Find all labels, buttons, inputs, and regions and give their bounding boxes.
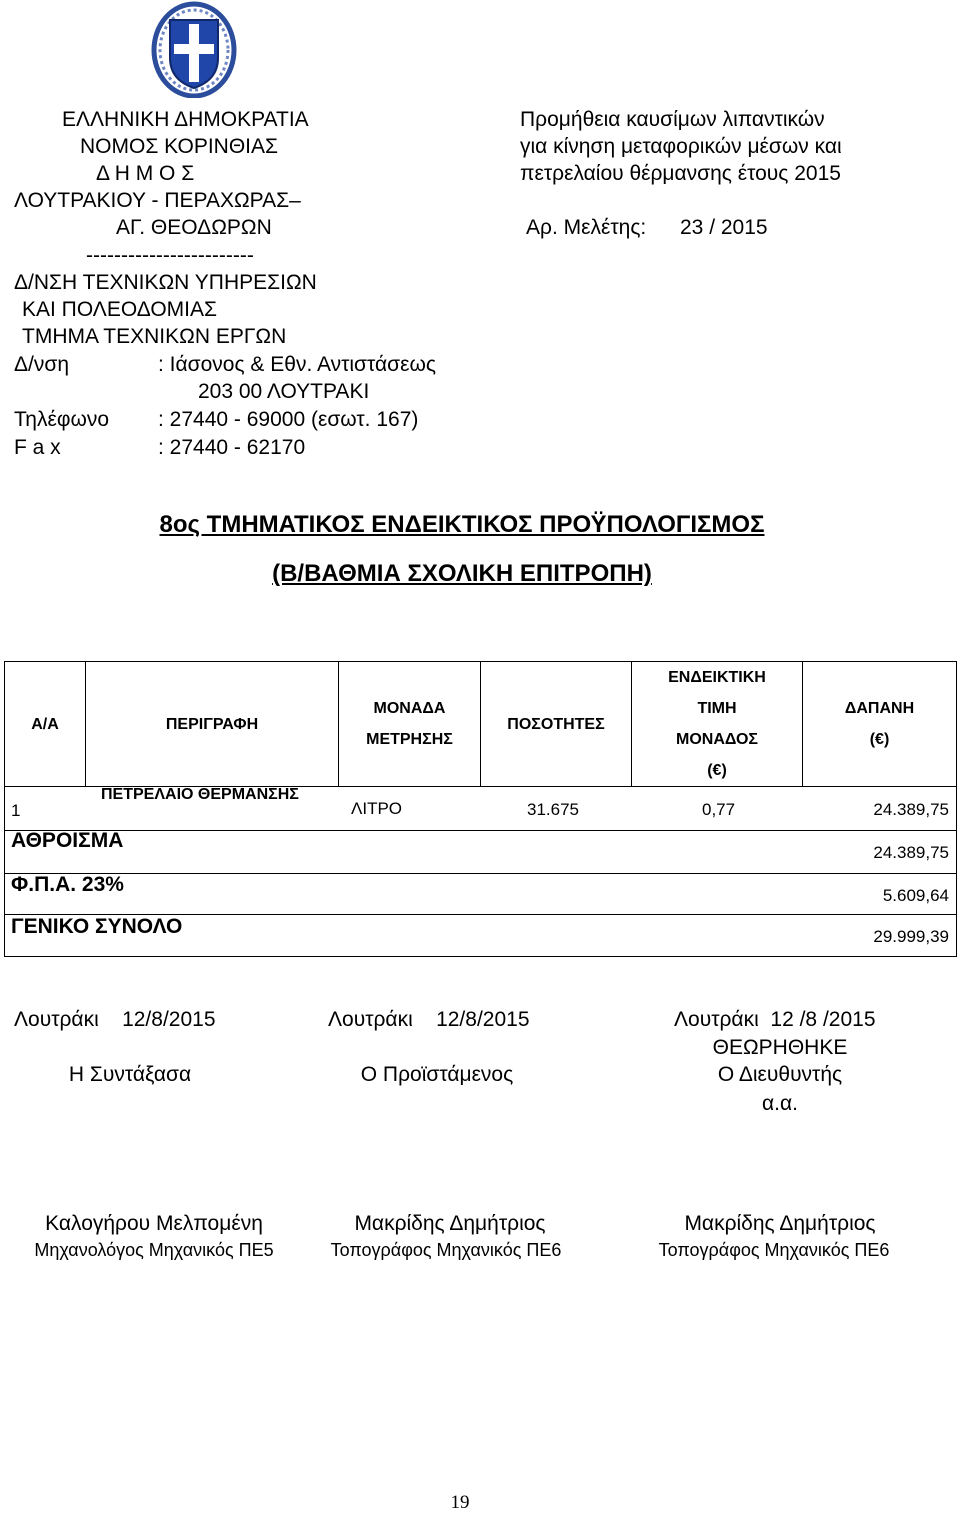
study-number-value: 23 / 2015 — [680, 216, 768, 239]
project-title-line-1: Προμήθεια καυσίμων λιπαντικών — [520, 108, 825, 131]
municipality-name: ΛΟΥΤΡΑΚΙΟΥ - ΠΕΡΑΧΩΡΑΣ– — [14, 189, 301, 212]
row-description: ΠΕΤΡΕΛΑΙΟ ΘΕΡΜΑΝΣΗΣ — [101, 786, 299, 803]
header-quantity — [481, 662, 632, 787]
department-line-3: ΤΜΗΜΑ ΤΕΧΝΙΚΩΝ ΕΡΓΩΝ — [22, 325, 287, 348]
signature-date-3: Λουτράκι 12 /8 /2015 — [674, 1008, 876, 1031]
prefecture-name: ΝΟΜΟΣ ΚΟΡΙΝΘΙΑΣ — [80, 135, 279, 158]
header-cost-line-2: (€) — [869, 731, 890, 748]
signer-name-2: Μακρίδης Δημήτριος — [354, 1212, 546, 1235]
approved-stamp-text: ΘΕΩΡΗΘΗΚΕ — [712, 1036, 848, 1059]
header-aa-label: Α/Α — [31, 715, 59, 733]
page-number: 19 — [450, 1492, 470, 1513]
fax-value: : 27440 - 62170 — [158, 436, 306, 459]
row-quantity: 31.675 — [527, 800, 579, 819]
budget-table — [4, 661, 957, 957]
address-value: : Ιάσονος & Εθν. Αντιστάσεως — [158, 353, 436, 376]
municipality-label: Δ Η Μ Ο Σ — [96, 162, 195, 185]
address-label: Δ/νση — [14, 353, 70, 376]
header-price-line-3: ΜΟΝΑΔΟΣ — [676, 731, 758, 748]
signature-aa-3: α.α. — [762, 1092, 798, 1115]
sum-label: ΑΘΡΟΙΣΜΑ — [11, 829, 124, 852]
project-title-line-2: για κίνηση μεταφορικών μέσων και — [520, 135, 842, 158]
total-row — [5, 915, 957, 957]
signature-date-2: Λουτράκι 12/8/2015 — [328, 1008, 530, 1031]
total-value: 29.999,39 — [873, 927, 949, 946]
signature-role-3: Ο Διευθυντής — [717, 1063, 843, 1086]
signature-role-2: Ο Προϊστάμενος — [360, 1063, 514, 1086]
address-line-2: 203 00 ΛΟΥΤΡΑΚΙ — [198, 380, 370, 403]
vat-row — [5, 874, 957, 915]
header-description-label: ΠΕΡΙΓΡΑΦΗ — [165, 715, 259, 733]
project-title-line-3: πετρελαίου θέρμανσης έτους 2015 — [520, 162, 841, 185]
signer-title-2: Τοπογράφος Μηχανικός ΠΕ6 — [330, 1240, 562, 1260]
separator-dashes: ------------------------ — [86, 244, 254, 267]
sum-value: 24.389,75 — [873, 843, 949, 862]
header-cost-line-1: ΔΑΠΑΝΗ — [844, 700, 915, 717]
header-unit-line-2: ΜΕΤΡΗΣΗΣ — [366, 731, 453, 748]
vat-label: Φ.Π.Α. 23% — [11, 873, 124, 896]
header-unit — [339, 662, 481, 787]
header-price-line-4: (€) — [707, 762, 727, 779]
signer-name-3: Μακρίδης Δημήτριος — [684, 1212, 876, 1235]
header-cost — [803, 662, 957, 787]
greek-coat-of-arms-icon — [148, 0, 240, 98]
study-number-label: Αρ. Μελέτης: — [526, 216, 647, 239]
table-header-row — [5, 662, 957, 787]
fax-label: F a x — [14, 436, 61, 459]
signer-title-1: Μηχανολόγος Μηχανικός ΠΕ5 — [34, 1240, 274, 1260]
table-row — [5, 787, 957, 831]
header-unit-price — [632, 662, 803, 787]
row-cost: 24.389,75 — [873, 800, 949, 819]
phone-value: : 27440 - 69000 (εσωτ. 167) — [158, 408, 419, 431]
country-name: ΕΛΛΗΝΙΚΗ ΔΗΜΟΚΡΑΤΙΑ — [62, 108, 309, 131]
row-unit: ΛΙΤΡΟ — [351, 799, 403, 818]
header-price-line-1: ΕΝΔΕΙΚΤΙΚΗ — [668, 669, 766, 686]
department-line-2: ΚΑΙ ΠΟΛΕΟΔΟΜΙΑΣ — [22, 298, 217, 321]
vat-value: 5.609,64 — [882, 886, 949, 905]
page-subtitle: (Β/ΒΑΘΜΙΑ ΣΧΟΛΙΚΗ ΕΠΙΤΡΟΠΗ) — [272, 560, 652, 587]
header-price-line-2: ΤΙΜΗ — [697, 700, 737, 717]
signer-name-1: Καλογήρου Μελπομένη — [45, 1212, 263, 1235]
header-description — [86, 662, 339, 787]
header-unit-line-1: ΜΟΝΑΔΑ — [373, 700, 446, 717]
header-aa — [5, 662, 86, 787]
row-aa: 1 — [11, 801, 21, 820]
signature-date-1: Λουτράκι 12/8/2015 — [14, 1008, 216, 1031]
header-quantity-label: ΠΟΣΟΤΗΤΕΣ — [507, 715, 605, 733]
row-unit-price: 0,77 — [702, 800, 736, 819]
page-title: 8ος ΤΜΗΜΑΤΙΚΟΣ ΕΝΔΕΙΚΤΙΚΟΣ ΠΡΟΫΠΟΛΟΓΙΣΜΟΣ — [159, 511, 765, 538]
department-line-1: Δ/ΝΣΗ ΤΕΧΝΙΚΩΝ ΥΠΗΡΕΣΙΩΝ — [14, 271, 317, 294]
signature-role-1: Η Συντάξασα — [68, 1063, 192, 1086]
municipality-name-2: ΑΓ. ΘΕΟΔΩΡΩΝ — [116, 216, 272, 239]
phone-label: Τηλέφωνο — [14, 408, 110, 431]
signer-title-3: Τοπογράφος Μηχανικός ΠΕ6 — [658, 1240, 890, 1260]
total-label: ΓΕΝΙΚΟ ΣΥΝΟΛΟ — [11, 915, 183, 938]
sum-row — [5, 831, 957, 874]
